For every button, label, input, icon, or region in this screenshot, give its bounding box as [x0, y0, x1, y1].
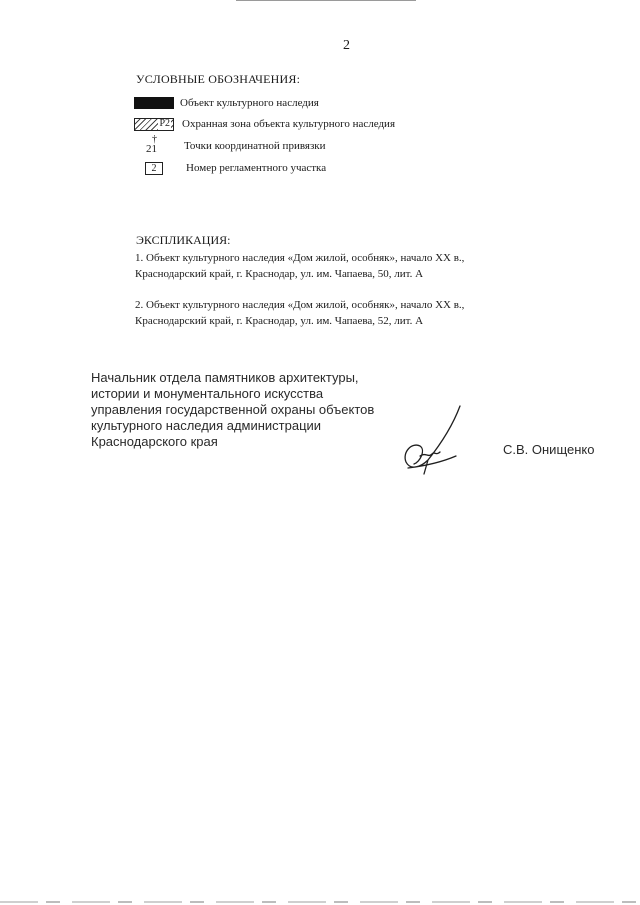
top-scan-edge: [236, 0, 416, 1]
plot-number: 2: [145, 162, 163, 175]
explication-line: Краснодарский край, г. Краснодар, ул. им. Чапаева, 52, лит. А: [135, 315, 424, 327]
legend-item-protection-zone: [134, 116, 395, 132]
legend-label: Номер регламентного участка: [186, 162, 327, 174]
hatched-zone-symbol-icon: [134, 118, 174, 130]
legend-label: Точки координатной привязки: [184, 140, 326, 152]
legend-item-heritage-object: [134, 95, 319, 111]
signatory-name: С.В. Онищенко: [503, 442, 595, 457]
position-line: управления государственной охраны объектов: [91, 402, 375, 417]
position-line: Начальник отдела памятников архитектуры,: [91, 370, 359, 385]
explication-item: [135, 297, 555, 329]
bottom-scan-edge: [0, 901, 640, 903]
zone-code: Р2: [159, 117, 170, 129]
legend-title: УСЛОВНЫЕ ОБОЗНАЧЕНИЯ:: [136, 72, 301, 86]
legend-label: Охранная зона объекта культурного наследия: [182, 118, 396, 130]
handwritten-signature: [398, 404, 470, 476]
point-number: 21: [146, 143, 157, 155]
explication-line: Краснодарский край, г. Краснодар, ул. им. Чапаева, 50, лит. А: [135, 268, 424, 280]
legend-item-reference-points: [134, 134, 326, 155]
solid-black-symbol-icon: [134, 97, 174, 109]
page-number: 2: [343, 38, 350, 53]
signatory-position: [91, 370, 411, 450]
explication-line: 2. Объект культурного наследия «Дом жилой, особняк», начало XX в.,: [135, 299, 465, 311]
explication-item: [135, 250, 555, 282]
explication-title: ЭКСПЛИКАЦИЯ:: [136, 233, 231, 247]
point-marker-icon: † 21: [146, 134, 157, 155]
legend-item-regulation-plot: [134, 160, 326, 176]
position-line: истории и монументального искусства: [91, 386, 324, 401]
legend-label: Объект культурного наследия: [180, 97, 319, 109]
position-line: культурного наследия администрации: [91, 418, 322, 433]
position-line: Краснодарского края: [91, 434, 218, 449]
explication-line: 1. Объект культурного наследия «Дом жилой, особняк», начало XX в.,: [135, 252, 465, 264]
boxed-number-icon: [134, 162, 174, 174]
